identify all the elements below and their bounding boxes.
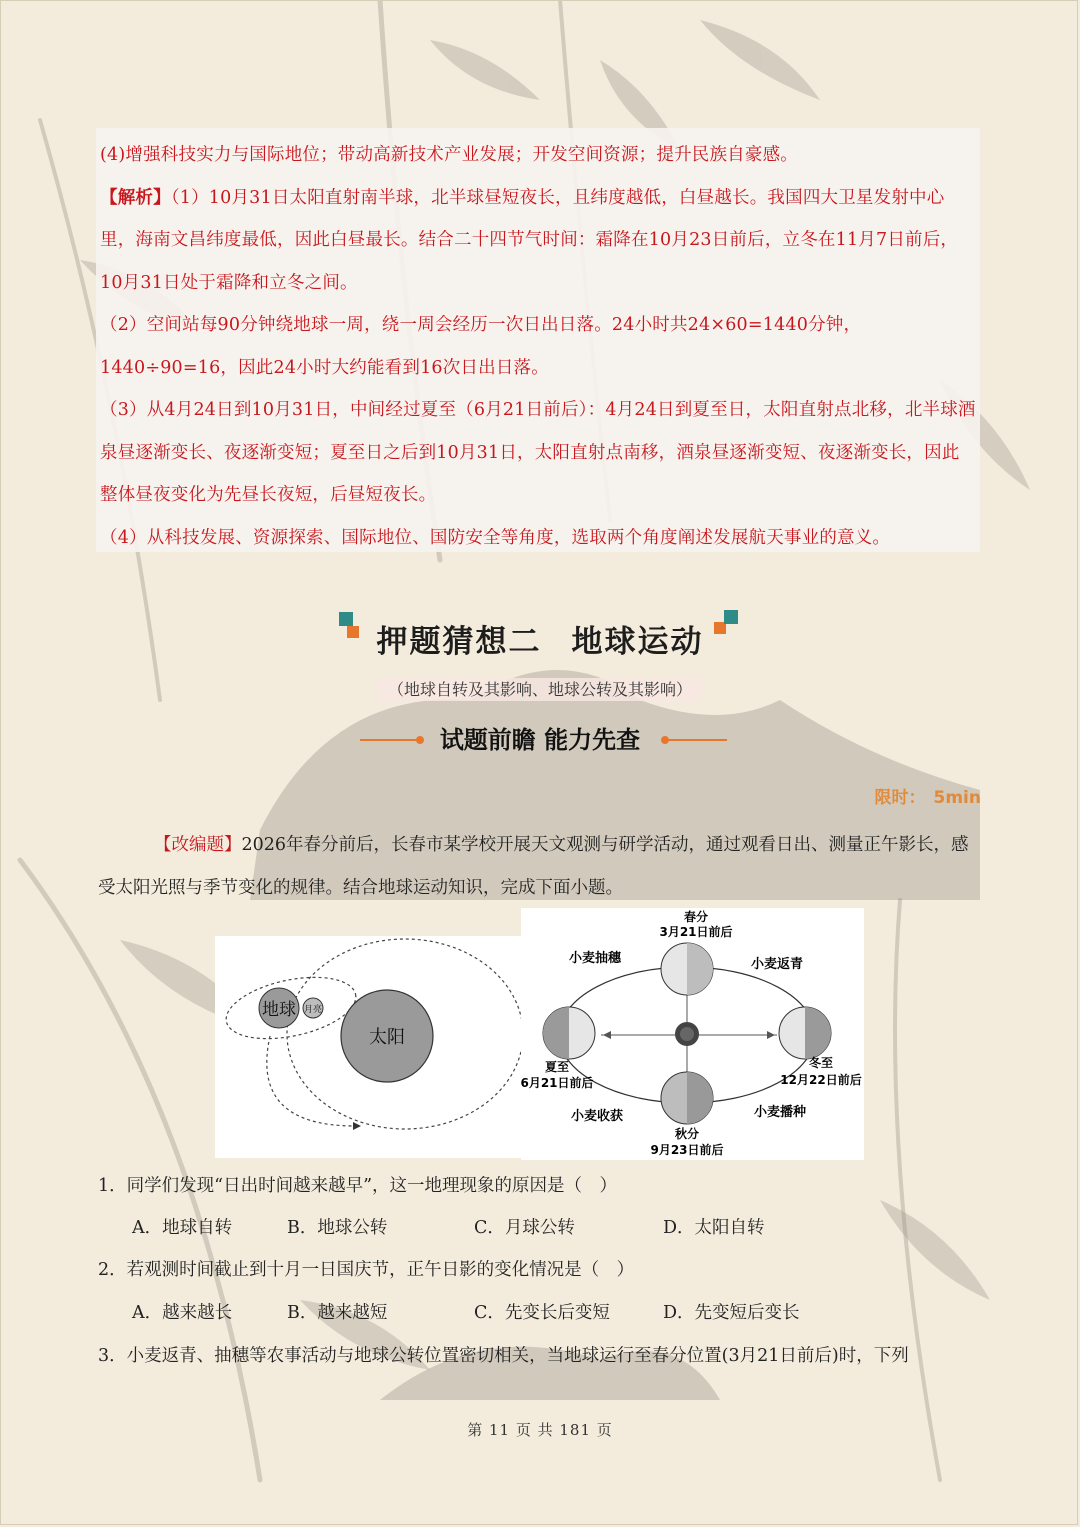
option-d[interactable]: D．先变短后变长 <box>663 1303 800 1323</box>
question-2-options <box>132 1299 892 1323</box>
analysis-paragraph-3: （3）从4月24日到10月31日，中间经过夏至（6月21日前后）：4月24日到夏至日，太阳直射点北移，北半球酒泉昼逐渐变长、夜逐渐变短；夏至日之后到10月31日，太阳直射点南移，酒泉昼逐渐变短、夜逐渐变长，因此整体昼夜变化为先昼长夜短，后昼短夜长。 <box>100 400 976 505</box>
winter-solstice-label: 冬至 <box>808 1056 834 1070</box>
option-c[interactable]: C．先变长后变短 <box>474 1303 610 1323</box>
question-3-stem: 3．小麦返青、抽穗等农事活动与地球公转位置密切相关，当地球运行至春分位置(3月21日前后)时，下列 <box>98 1346 909 1366</box>
analysis-paragraph-1: 【解析】（1）10月31日太阳直射南半球，北半球昼短夜长，且纬度越低，白昼越长。我国四大卫星发射中心里，海南文昌纬度最低，因此白昼最长。结合二十四节气时间：霜降在10月23日前后，立冬在11月7日前后，10月31日处于霜降和立冬之间。 <box>100 187 959 293</box>
section-title: 押题猜想二 地球运动 <box>376 624 704 660</box>
winter-solstice-date: 12月22日前后 <box>780 1073 862 1087</box>
analysis-tag: 【解析】 <box>100 187 171 208</box>
time-limit: 限时： 5min <box>874 788 981 808</box>
moon-label: 月亮 <box>303 1005 323 1015</box>
banner-right-line-icon <box>657 733 727 747</box>
option-b[interactable]: B．地球公转 <box>287 1218 388 1238</box>
option-a[interactable]: A．地球自转 <box>132 1218 233 1238</box>
option-a[interactable]: A．越来越长 <box>132 1303 233 1323</box>
question-1-stem: 1．同学们发现“日出时间越来越早”，这一地理现象的原因是（ ） <box>98 1176 618 1196</box>
wheat-heading-label: 小麦抽穗 <box>568 951 622 966</box>
earth-label: 地球 <box>262 1000 296 1020</box>
spring-equinox-label: 春分 <box>683 910 709 924</box>
analysis-paragraph-4: （4）从科技发展、资源探索、国际地位、国防安全等角度，选取两个角度阐述发展航天事业的意义。 <box>100 527 891 548</box>
banner-heading: 试题前瞻 能力先查 <box>439 726 641 754</box>
page-footer: 第 11 页 共 181 页 <box>467 1421 613 1439</box>
option-d[interactable]: D．太阳自转 <box>663 1218 765 1238</box>
summer-solstice-label: 夏至 <box>544 1060 570 1074</box>
analysis-paragraph-2: （2）空间站每90分钟绕地球一周，绕一周会经历一次日出日落。24小时共24×60=1440分钟，1440÷90=16，因此24小时大约能看到16次日出日落。 <box>100 315 862 378</box>
wheat-sowing-label: 小麦播种 <box>753 1105 807 1120</box>
answer-line-4: (4)增强科技实力与国际地位；带动高新技术产业发展；开发空间资源；提升民族自豪感。 <box>100 145 798 165</box>
summer-solstice-date: 6月21日前后 <box>521 1076 594 1090</box>
corner-square-right-icon <box>712 608 740 638</box>
option-b[interactable]: B．越来越短 <box>287 1303 388 1323</box>
sun-label: 太阳 <box>369 1027 405 1048</box>
revolution-diagram <box>521 908 864 1160</box>
spring-equinox-date: 3月21日前后 <box>659 925 733 939</box>
option-c[interactable]: C．月球公转 <box>474 1218 575 1238</box>
answer-analysis-block <box>96 128 980 552</box>
section-subtitle: （地球自转及其影响、地球公转及其影响） <box>0 677 1080 700</box>
autumn-equinox-date: 9月23日前后 <box>650 1143 724 1157</box>
wheat-regreen-label: 小麦返青 <box>750 957 804 972</box>
question-2-stem: 2．若观测时间截止到十月一日国庆节，正午日影的变化情况是（ ） <box>98 1260 635 1280</box>
question-intro: 【改编题】2026年春分前后，长春市某学校开展天文观测与研学活动，通过观看日出、测量正午影长，感受太阳光照与季节变化的规律。结合地球运动知识，完成下面小题。 <box>98 835 969 898</box>
adapted-question-tag: 【改编题】 <box>154 835 242 855</box>
orbit-diagram <box>215 936 521 1158</box>
question-1-options <box>132 1214 892 1238</box>
wheat-harvest-label: 小麦收获 <box>570 1109 624 1124</box>
autumn-equinox-label: 秋分 <box>674 1127 700 1141</box>
